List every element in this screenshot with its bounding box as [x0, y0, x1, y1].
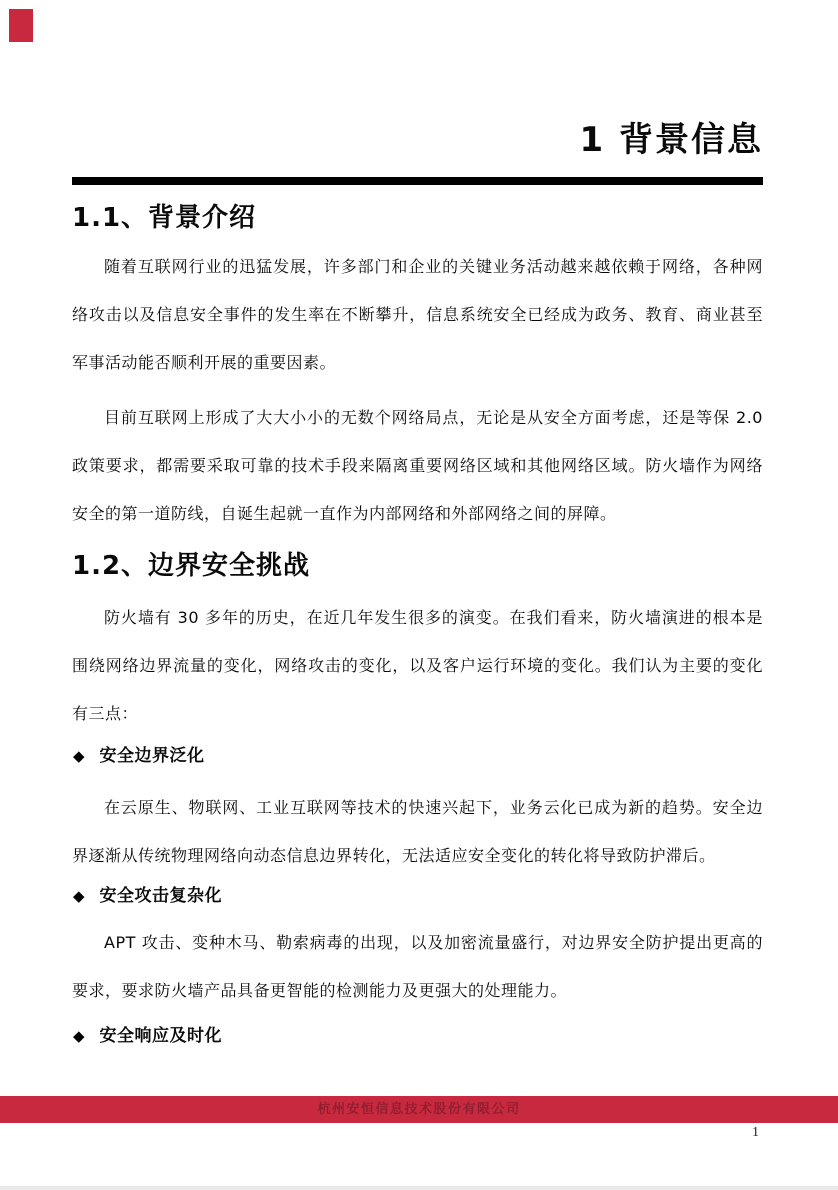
bullet-body: 在云原生、物联网、工业互联网等技术的快速兴起下，业务云化已成为新的趋势。安全边界逐渐从传统物理网络向动态信息边界转化，无法适应安全变化的转化将导致防护滞后。 [72, 798, 763, 865]
diamond-bullet-icon: ◆ [73, 1027, 85, 1045]
chapter-title: 1 背景信息 [579, 120, 763, 160]
corner-accent-mark [9, 9, 33, 42]
diamond-bullet-icon: ◆ [73, 747, 85, 765]
paragraph: 目前互联网上形成了大大小小的无数个网络局点，无论是从安全方面考虑，还是等保 2.0 政策要求，都需要采取可靠的技术手段来隔离重要网络区域和其他网络区域。防火墙作为网络安全的第一道防线，自诞生起就一直作为内部网络和外部网络之间的屏障。 [72, 408, 763, 523]
bullet-title: 安全边界泛化 [99, 746, 205, 766]
page-bottom-edge [0, 1186, 838, 1190]
bullet-item [73, 882, 222, 910]
diamond-bullet-icon: ◆ [73, 887, 85, 905]
section-heading-1-2: 1.2、边界安全挑战 [72, 551, 311, 581]
section-heading-1-1: 1.1、背景介绍 [72, 203, 257, 233]
bullet-item [73, 1022, 222, 1050]
paragraph: 防火墙有 30 多年的历史，在近几年发生很多的演变。在我们看来，防火墙演进的根本是围绕网络边界流量的变化，网络攻击的变化，以及客户运行环境的变化。我们认为主要的变化有三点： [72, 608, 763, 723]
paragraph: 随着互联网行业的迅猛发展，许多部门和企业的关键业务活动越来越依赖于网络，各种网络攻击以及信息安全事件的发生率在不断攀升，信息系统安全已经成为政务、教育、商业甚至军事活动能否顺利开展的重要因素。 [72, 257, 763, 372]
page-number: 1 [752, 1125, 759, 1140]
bullet-title: 安全响应及时化 [99, 1026, 223, 1046]
footer-company-name: 杭州安恒信息技术股份有限公司 [317, 1102, 521, 1117]
bullet-body: APT 攻击、变种木马、勒索病毒的出现，以及加密流量盛行，对边界安全防护提出更高的要求，要求防火墙产品具备更智能的检测能力及更强大的处理能力。 [72, 933, 763, 1000]
bullet-item [73, 742, 205, 770]
title-rule-divider [72, 177, 763, 185]
footer-band [0, 1096, 838, 1123]
bullet-title: 安全攻击复杂化 [99, 886, 223, 906]
